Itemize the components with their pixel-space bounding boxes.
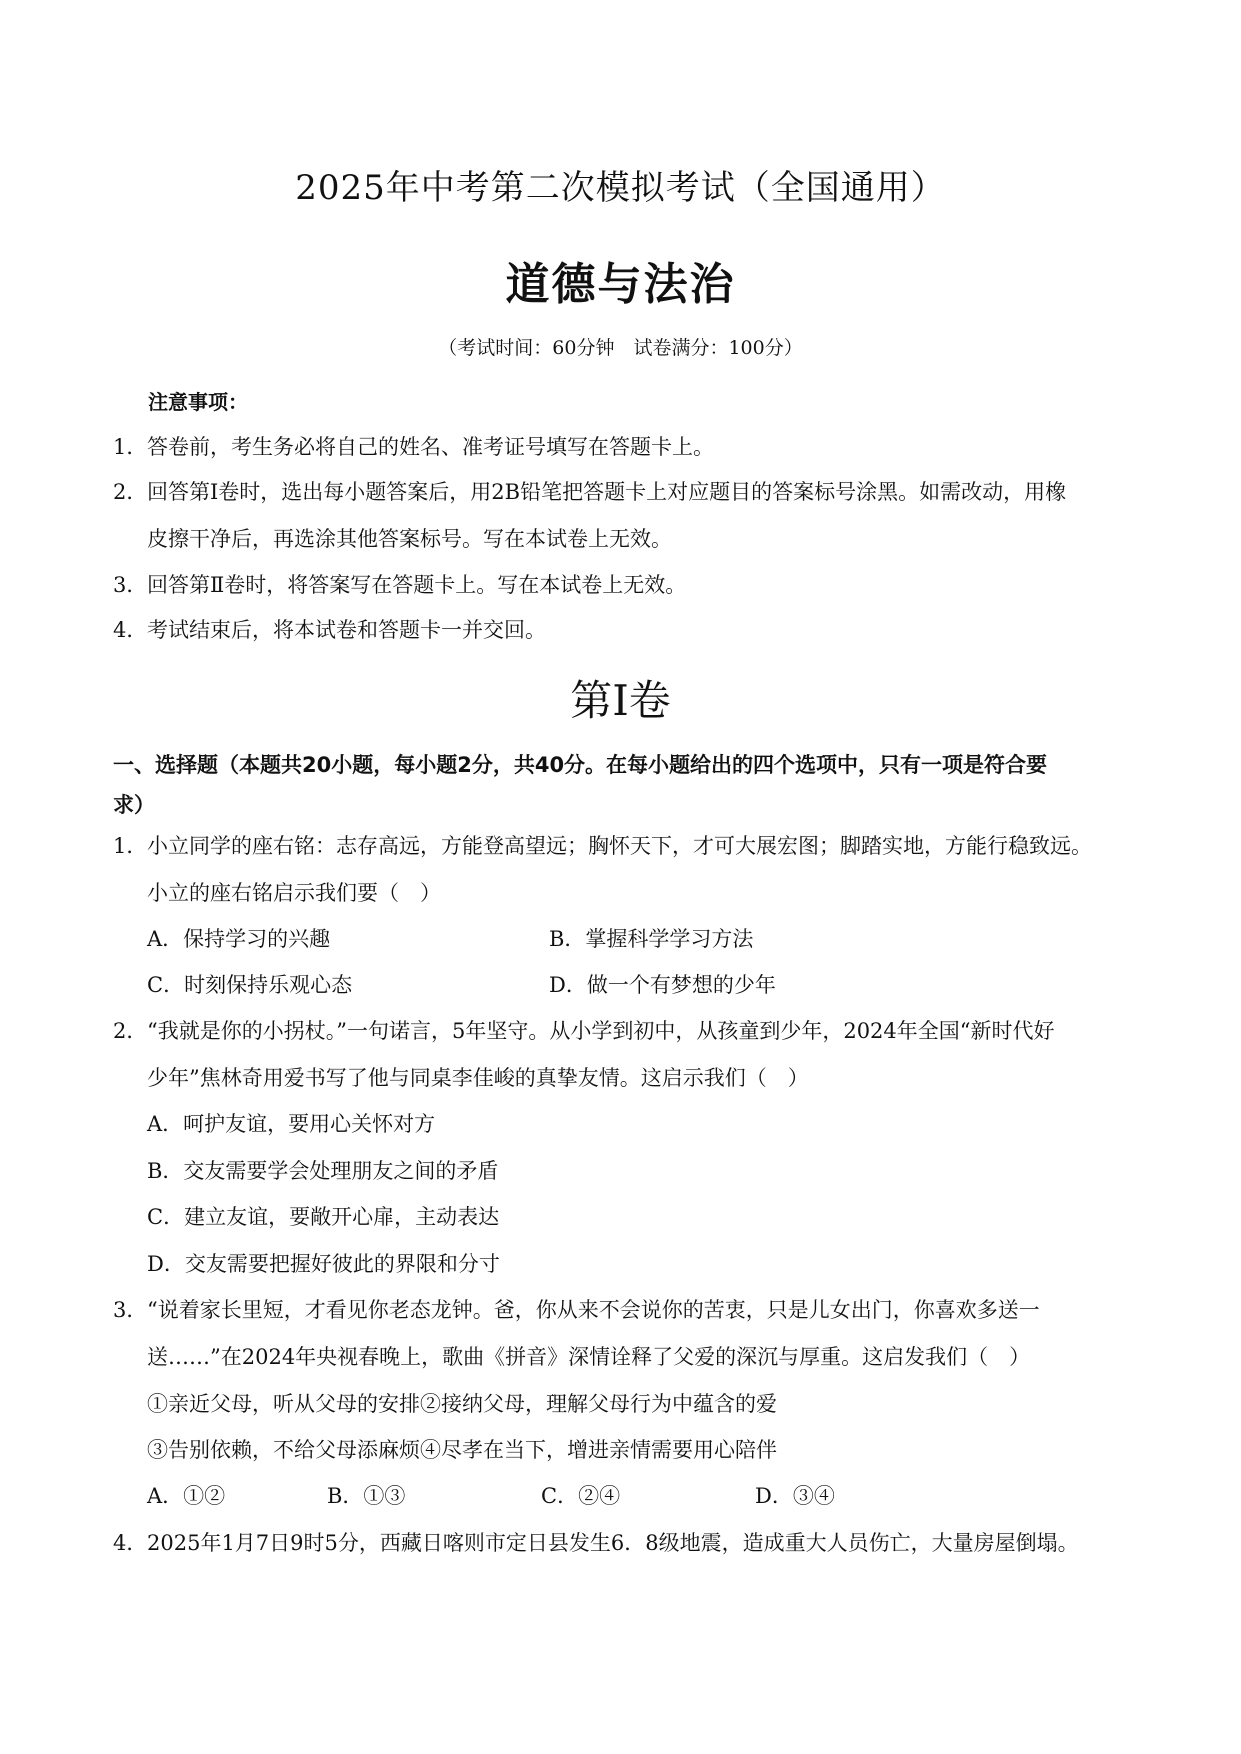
section-heading: 一、选择题（本题共20小题，每小题2分，共40分。在每小题给出的四个选项中，只有一项是符合要 bbox=[113, 753, 1048, 777]
section-heading: 求） bbox=[113, 793, 155, 817]
question-number: 2． bbox=[113, 1019, 148, 1043]
question-number: 4． bbox=[113, 1531, 148, 1555]
exam-title: 2025年中考第二次模拟考试（全国通用） bbox=[295, 168, 946, 208]
notice-item-text: 考试结束后，将本试卷和答题卡一并交回。 bbox=[147, 618, 546, 642]
option-d: D．做一个有梦想的少年 bbox=[549, 973, 776, 997]
question-text: 少年”焦林奇用爱书写了他与同桌李佳峻的真挚友情。这启示我们（ ） bbox=[147, 1066, 809, 1090]
question-text: “我就是你的小拐杖。”一句诺言，5年坚守。从小学到初中，从孩童到少年，2024年全国“新时代好 bbox=[147, 1019, 1055, 1043]
option-a: A．保持学习的兴趣 bbox=[147, 927, 331, 951]
notice-item-text: 回答第Ⅱ卷时，将答案写在答题卡上。写在本试卷上无效。 bbox=[147, 573, 687, 597]
question-text: 小立同学的座右铭：志存高远，方能登高望远；胸怀天下，才可大展宏图；脚踏实地，方能行稳致远。 bbox=[147, 834, 1092, 858]
option-d: D．交友需要把握好彼此的界限和分寸 bbox=[147, 1252, 500, 1276]
volume-title: 第Ⅰ卷 bbox=[570, 676, 671, 725]
option-b: B．①③ bbox=[327, 1484, 406, 1508]
notice-item-number: 2． bbox=[113, 480, 148, 504]
notice-item-number: 3． bbox=[113, 573, 148, 597]
notice-item-number: 1． bbox=[113, 435, 148, 459]
exam-info: （考试时间：60分钟 试卷满分：100分） bbox=[438, 337, 803, 359]
question-text: 送……”在2024年央视春晚上，歌曲《拼音》深情诠释了父爱的深沉与厚重。这启发我们（ ） bbox=[147, 1345, 1031, 1369]
option-a: A．①② bbox=[147, 1484, 226, 1508]
option-b: B．掌握科学学习方法 bbox=[549, 927, 754, 951]
question-number: 3． bbox=[113, 1298, 148, 1322]
question-number: 1． bbox=[113, 834, 148, 858]
option-a: A．呵护友谊，要用心关怀对方 bbox=[147, 1112, 436, 1136]
question-statement: ①亲近父母，听从父母的安排②接纳父母，理解父母行为中蕴含的爱 bbox=[147, 1392, 777, 1416]
option-b: B．交友需要学会处理朋友之间的矛盾 bbox=[147, 1159, 499, 1183]
option-c: C．建立友谊，要敞开心扉，主动表达 bbox=[147, 1205, 500, 1229]
option-c: C．时刻保持乐观心态 bbox=[147, 973, 353, 997]
notice-heading: 注意事项： bbox=[148, 390, 248, 414]
question-statement: ③告别依赖，不给父母添麻烦④尽孝在当下，增进亲情需要用心陪伴 bbox=[147, 1438, 777, 1462]
notice-item-text: 答卷前，考生务必将自己的姓名、准考证号填写在答题卡上。 bbox=[147, 435, 714, 459]
question-text: “说着家长里短，才看见你老态龙钟。爸，你从来不会说你的苦衷，只是儿女出门，你喜欢多送一 bbox=[147, 1298, 1040, 1322]
notice-item-number: 4． bbox=[113, 618, 148, 642]
subject-title: 道德与法治 bbox=[505, 259, 736, 310]
option-c: C．②④ bbox=[541, 1484, 621, 1508]
question-text: 小立的座右铭启示我们要（ ） bbox=[147, 881, 441, 905]
question-text: 2025年1月7日9时5分，西藏日喀则市定日县发生6．8级地震，造成重大人员伤亡，大量房屋倒塌。 bbox=[147, 1531, 1079, 1555]
option-d: D．③④ bbox=[755, 1484, 835, 1508]
notice-item-text: 皮擦干净后，再选涂其他答案标号。写在本试卷上无效。 bbox=[147, 527, 672, 551]
notice-item-text: 回答第Ⅰ卷时，选出每小题答案后，用2B铅笔把答题卡上对应题目的答案标号涂黑。如需改动，用橡 bbox=[147, 480, 1067, 504]
